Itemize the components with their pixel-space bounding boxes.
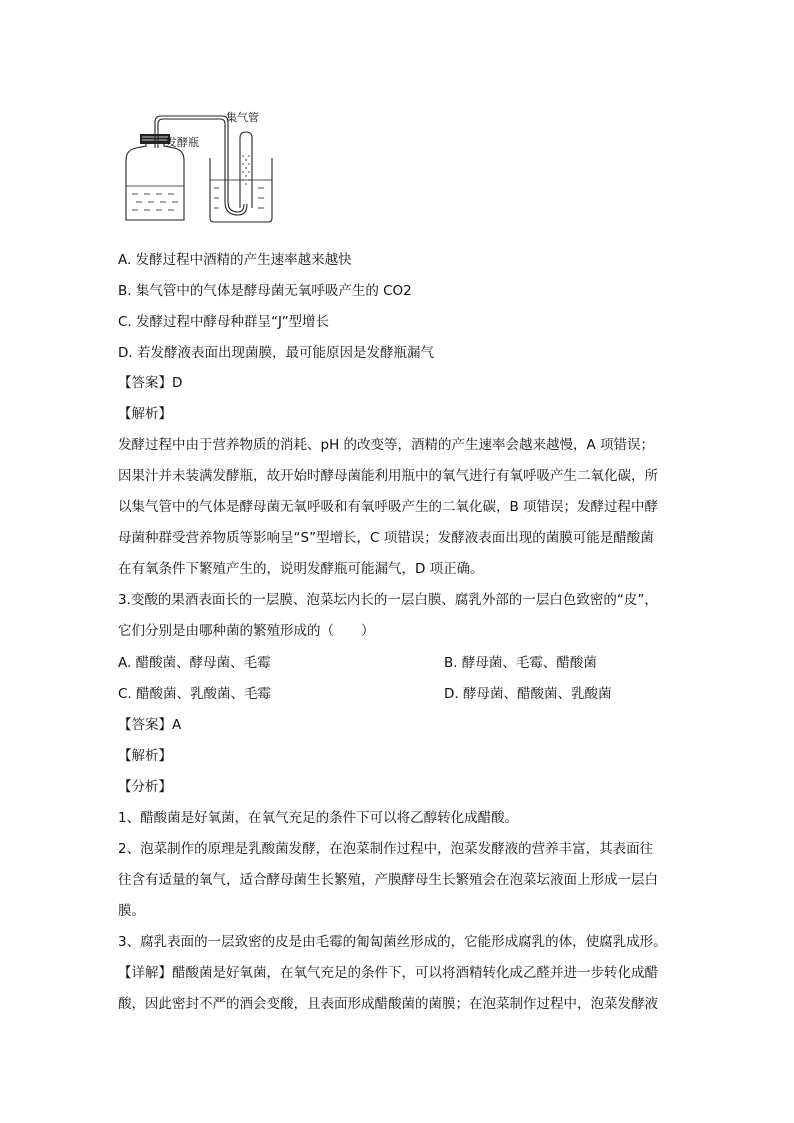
bottle-liquid (132, 194, 178, 210)
fermentation-apparatus-figure (118, 108, 278, 226)
q2-option-c: C. 发酵过程中酵母种群呈“J”型增长 (118, 314, 330, 330)
delivery-tube (155, 116, 244, 212)
q2-option-d: D. 若发酵液表面出现菌膜，最可能原因是发酵瓶漏气 (118, 345, 434, 361)
q2-answer: 【答案】D (118, 375, 183, 391)
q3-option-c: C. 醋酸菌、乳酸菌、毛霉 (118, 686, 272, 702)
q3-analysis-title: 【解析】 (118, 748, 172, 764)
q2-analysis-line-5: 在有氧条件下繁殖产生的，说明发酵瓶可能漏气，D 项正确。 (118, 561, 484, 577)
q3-point-3: 3、腐乳表面的一层致密的皮是由毛霉的匍匐菌丝形成的，它能形成腐乳的体，使腐乳成形。 (118, 934, 667, 950)
beaker-water (214, 188, 264, 208)
q3-point-2-line-3: 膜。 (118, 903, 145, 919)
q2-option-a: A. 发酵过程中酒精的产生速率越来越快 (118, 252, 352, 268)
label-fermentation-bottle: 发酵瓶 (166, 136, 199, 149)
q3-detail-line-2: 酸，因此密封不严的酒会变酸，且表面形成醋酸菌的菌膜；在泡菜制作过程中，泡菜发酵液 (118, 996, 658, 1012)
q3-fenxi-title: 【分析】 (118, 779, 172, 795)
q3-stem-line-2: 它们分别是由哪种菌的繁殖形成的（ ） (118, 623, 375, 639)
q2-analysis-line-4: 母菌种群受营养物质等影响呈“S”型增长，C 项错误；发酵液表面出现的菌膜可能是醋酸菌 (118, 530, 654, 546)
q2-analysis-title: 【解析】 (118, 406, 172, 422)
q3-point-2-line-1: 2、泡菜制作的原理是乳酸菌发酵，在泡菜制作过程中，泡菜发酵液的营养丰富，其表面往 (118, 841, 654, 857)
q2-option-b: B. 集气管中的气体是酵母菌无氧呼吸产生的 CO2 (118, 283, 412, 299)
q3-option-b: B. 酵母菌、毛霉、醋酸菌 (444, 655, 597, 671)
fermentation-bottle (126, 138, 184, 220)
q2-analysis-line-2: 因果汁并未装满发酵瓶，故开始时酵母菌能利用瓶中的氧气进行有氧呼吸产生二氧化碳，所 (118, 468, 658, 484)
water-beaker (210, 158, 272, 222)
q3-answer: 【答案】A (118, 717, 182, 733)
q3-point-1: 1、醋酸菌是好氧菌，在氧气充足的条件下可以将乙醇转化成醋酸。 (118, 810, 519, 826)
q3-detail-line-1: 【详解】醋酸菌是好氧菌，在氧气充足的条件下，可以将酒精转化成乙醛并进一步转化成醋 (118, 965, 658, 981)
q2-analysis-line-3: 以集气管中的气体是酵母菌无氧呼吸和有氧呼吸产生的二氧化碳，B 项错误；发酵过程中酵 (118, 499, 659, 515)
gas-collection-tube (240, 132, 252, 208)
q3-point-2-line-2: 往含有适量的氧气，适合酵母菌生长繁殖，产膜酵母生长繁殖会在泡菜坛液面上形成一层白 (118, 872, 658, 888)
q3-option-d: D. 酵母菌、醋酸菌、乳酸菌 (444, 686, 612, 702)
label-gas-tube: 集气管 (226, 111, 259, 124)
q2-analysis-line-1: 发酵过程中由于营养物质的消耗、pH 的改变等，酒精的产生速率会越来越慢，A 项错误； (118, 437, 655, 453)
q3-option-a: A. 醋酸菌、酵母菌、毛霉 (118, 655, 271, 671)
q3-stem-line-1: 3.变酸的果酒表面长的一层膜、泡菜坛内长的一层白膜、腐乳外部的一层白色致密的“皮”， (118, 592, 658, 608)
